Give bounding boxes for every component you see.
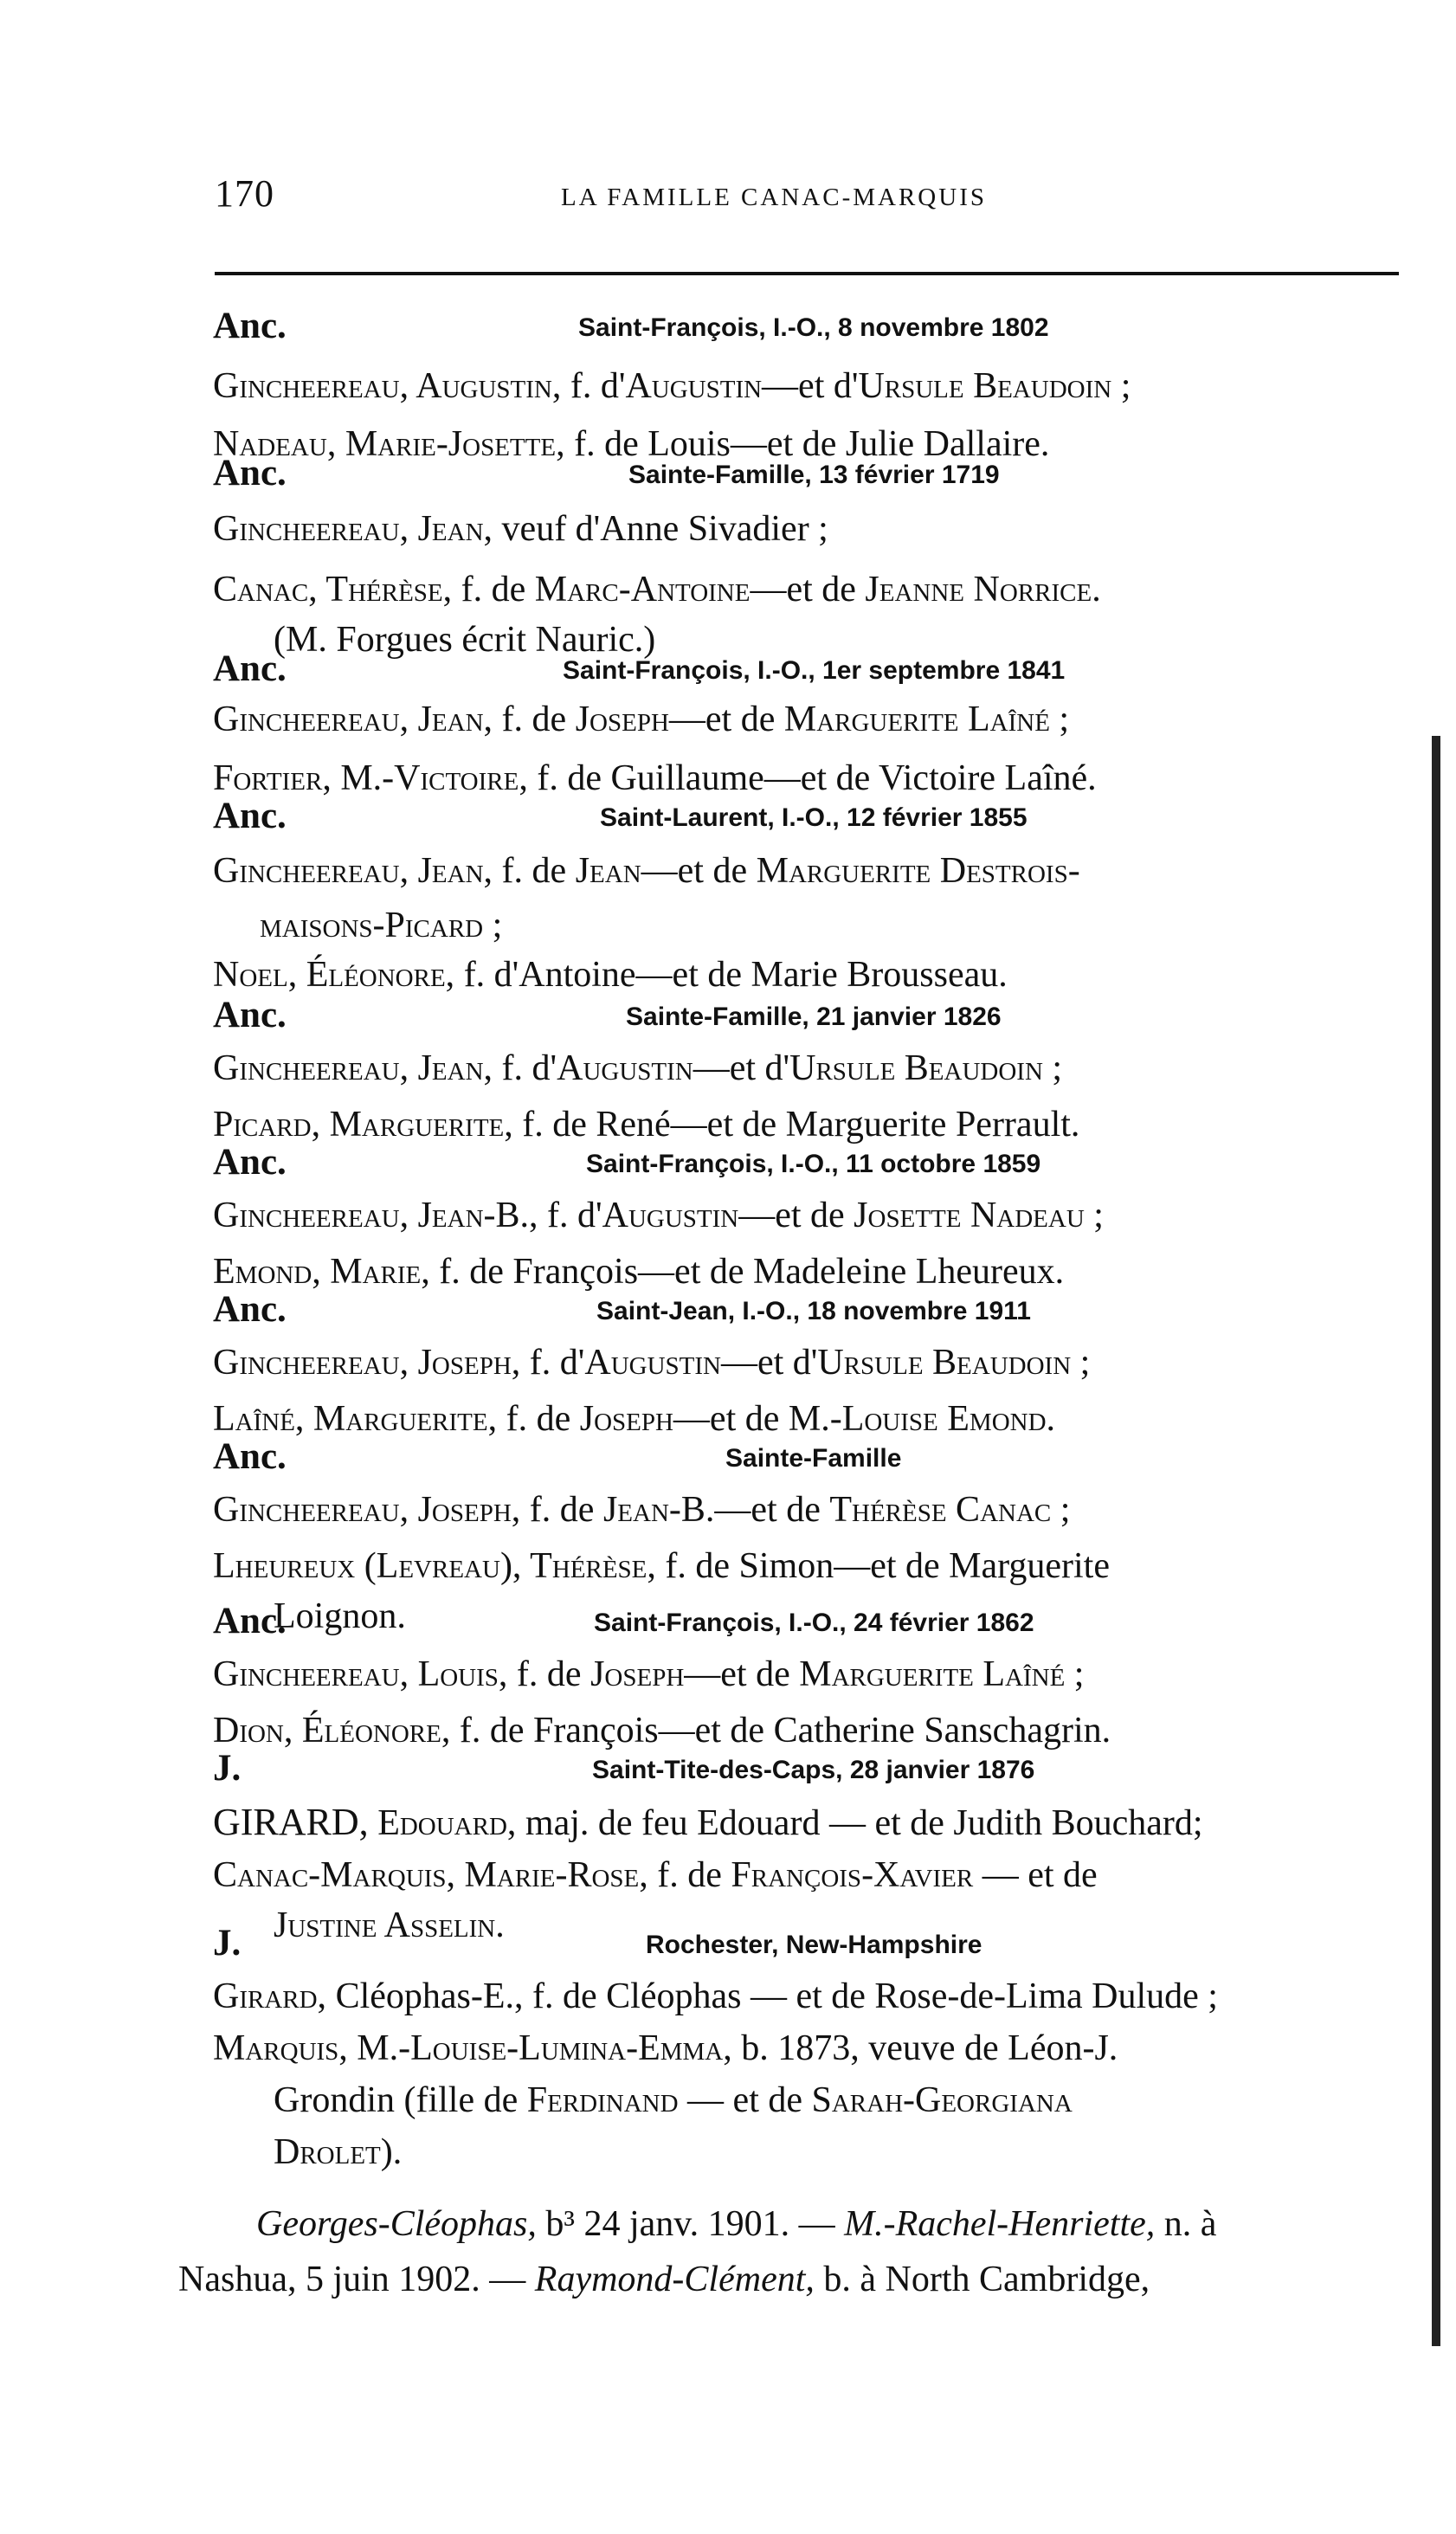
children-line (256, 2206, 1216, 2242)
entry-line (274, 1598, 406, 1635)
entry-place-date: Saint-Laurent, I.-O., 12 février 1855 (600, 803, 1028, 832)
entry-line-seg-0: Nadeau, Marie-Josette, (213, 424, 565, 464)
entry-line-seg-3: —et de (738, 1196, 854, 1235)
page-edge-shadow (1432, 736, 1440, 2346)
entry-line-seg-0: Laîné, Marguerite, (213, 1399, 498, 1439)
entry-line (213, 1254, 1064, 1290)
entry-place-date: Sainte-Famille, 13 février 1719 (628, 461, 1000, 489)
entry-line-seg-1: f. de (493, 851, 576, 891)
entry-line (213, 1712, 1111, 1749)
entry-line-seg-0: Justine Asselin. (274, 1905, 505, 1945)
entry-line-seg-2: maj. de feu Edouard — et de Judith Bouchard; (516, 1803, 1203, 1843)
entry-line-seg-3: —et d' (762, 366, 859, 406)
entry-line-seg-0: Canac-Marquis, Marie-Rose, (213, 1855, 648, 1895)
entry-line-seg-1: f. de René—et de Marguerite Perrault. (512, 1105, 1080, 1144)
entry-line-seg-1: f. de (452, 570, 535, 609)
entry-line-seg-0: Noel, Éléonore, (213, 955, 455, 995)
entry-line-seg-0: Girard, (213, 1976, 327, 2016)
entry-label: Anc. (213, 306, 287, 346)
page-header (215, 171, 1392, 223)
entry-label: Anc. (213, 995, 287, 1035)
entry-line (213, 1492, 1070, 1528)
entry-line-seg-2: Joseph (575, 700, 669, 739)
entry-line-seg-0: Gincheereau, Augustin, (213, 366, 562, 406)
entry-label: Anc. (213, 1142, 287, 1183)
entry-line-seg-4: Ursule Beaudoin (789, 1048, 1043, 1088)
entry-line-seg-3: —et de (668, 700, 784, 739)
entry-place-date: Saint-Tite-des-Caps, 28 janvier 1876 (592, 1756, 1035, 1784)
entry-line (213, 1197, 1104, 1234)
entry-line-seg-1: f. de (520, 1490, 603, 1530)
entry-line (213, 2030, 1118, 2067)
entry-line-seg-1: f. de Simon—et de Marguerite (655, 1546, 1110, 1586)
entry-line-seg-0: Fortier, M.-Victoire, (213, 758, 528, 798)
entry-line-seg-0: Drolet). (274, 2132, 403, 2172)
entry-line (260, 907, 502, 944)
children-line-seg-1: b³ 24 janv. 1901. — (536, 2204, 845, 2244)
entry-line-seg-1: f. d' (538, 1196, 602, 1235)
entry-line-seg-2: Marc-Antoine (534, 570, 751, 609)
entry-line-seg-5: ; (1084, 1196, 1104, 1235)
entry-line-seg-1: Ferdinand (526, 2080, 679, 2120)
header-rule (215, 272, 1399, 275)
entry-line-seg-1: f. de (493, 700, 576, 739)
entry-label: J. (213, 1923, 242, 1963)
entry-line-seg-0: Loignon. (274, 1596, 406, 1636)
entry-line-seg-5: ; (1049, 700, 1070, 739)
entry-line-seg-1: f. de (507, 1654, 591, 1694)
entry-line-seg-0: Lheureux (Levreau), Thérèse, (213, 1546, 656, 1586)
entry-line (213, 760, 1097, 796)
entry-line-seg-1: f. d'Antoine—et de Marie Brousseau. (454, 955, 1008, 995)
entry-line-seg-4: Josette Nadeau (854, 1196, 1085, 1235)
entry-line (213, 1803, 1203, 1841)
entry-line-seg-0: (M. Forgues écrit Nauric.) (274, 620, 656, 660)
entry-line-seg-5: ; (1111, 366, 1131, 406)
entry-line-seg-4: Marguerite Laîné (799, 1654, 1066, 1694)
entry-line-seg-2: Augustin (602, 1196, 739, 1235)
entry-line (213, 426, 1049, 462)
entry-line-seg-3: —et de (641, 851, 757, 891)
entry-line-seg-3: Sarah-Georgiana (811, 2080, 1073, 2120)
entry-line (213, 1401, 1055, 1437)
entry-line (213, 1106, 1079, 1143)
entry-line (274, 622, 655, 658)
entry-line-seg-2: François-Xavier (731, 1855, 974, 1895)
entry-place-date: Sainte-Famille, 21 janvier 1826 (626, 1003, 1002, 1031)
entry-line-seg-4: Ursule Beaudoin (817, 1343, 1072, 1383)
entry-line-seg-3: —et d' (693, 1048, 790, 1088)
entry-place-date: Saint-François, I.-O., 8 novembre 1802 (578, 313, 1049, 342)
entry-line-seg-0: Gincheereau, Jean, (213, 509, 493, 549)
entry-line-seg-4: Marguerite Laîné (783, 700, 1050, 739)
entry-line-seg-2: Joseph (590, 1654, 685, 1694)
entry-line (213, 957, 1008, 993)
entry-line-seg-2: Augustin (557, 1048, 693, 1088)
page-number: 170 (215, 172, 274, 215)
children-line-seg-3: n. à (1155, 2204, 1217, 2244)
entry-line-seg-4: M.-Louise Emond. (788, 1399, 1056, 1439)
entry-line-seg-3: —et de (750, 570, 866, 609)
entry-line (213, 571, 1101, 608)
entry-line-seg-3: —et de (673, 1399, 789, 1439)
entry-line-seg-1: f. d' (493, 1048, 557, 1088)
entry-line-seg-2: Jean (575, 851, 641, 891)
entry-line-seg-1: f. de Guillaume—et de Victoire Laîné. (527, 758, 1097, 798)
entry-line-seg-1: veuf d'Anne Sivadier ; (493, 509, 828, 549)
entry-line (213, 853, 1080, 889)
entry-line (213, 368, 1131, 404)
entry-line-seg-5: ; (1071, 1343, 1091, 1383)
entry-line-seg-2: Augustin (625, 366, 763, 406)
entry-place-date: Saint-François, I.-O., 11 octobre 1859 (586, 1150, 1041, 1178)
entry-line-seg-2: Augustin (584, 1343, 721, 1383)
entry-line-seg-3: —et de (714, 1490, 830, 1530)
entry-line-seg-0: Gincheereau, Jean, (213, 851, 493, 891)
running-title: LA FAMILLE CANAC-MARQUIS (561, 184, 987, 211)
entry-place-date: Saint-François, I.-O., 1er septembre 1841 (563, 656, 1066, 685)
entry-line-seg-0: Dion, Éléonore, (213, 1711, 451, 1751)
entry-line-seg-2: Joseph (579, 1399, 673, 1439)
entry-line-seg-4: Jeanne Norrice. (865, 570, 1101, 609)
entry-line-seg-0: Marquis, M.-Louise-Lumina-Emma, (213, 2028, 732, 2068)
entry-line-seg-4: Ursule Beaudoin (858, 366, 1112, 406)
entry-line-seg-1: f. d' (561, 366, 626, 406)
entry-line-seg-1: f. d' (520, 1343, 585, 1383)
entry-line (274, 2134, 402, 2170)
entry-label: Anc. (213, 1289, 287, 1330)
entry-line-seg-0: Picard, Marguerite, (213, 1105, 513, 1144)
entry-line (213, 1857, 1098, 1893)
entry-line-seg-1: f. de François—et de Catherine Sanschagrin. (450, 1711, 1111, 1751)
entry-line-seg-1: f. de (497, 1399, 580, 1439)
entry-line-seg-0: Gincheereau, Jean, (213, 1048, 493, 1088)
entry-line (274, 2082, 1073, 2118)
entry-line-seg-5: ; (1065, 1654, 1085, 1694)
entry-line-seg-3: —et d' (720, 1343, 818, 1383)
entry-line-seg-1: Edouard, (368, 1803, 517, 1843)
entry-line-seg-1: f. de Louis—et de Julie Dallaire. (564, 424, 1050, 464)
entry-place-date: Sainte-Famille (725, 1444, 902, 1473)
entry-line-seg-4: Marguerite Destrois- (756, 851, 1080, 891)
entry-line-seg-5: ; (1042, 1048, 1063, 1088)
entry-line-seg-4: Thérèse Canac (829, 1490, 1052, 1530)
entry-line (213, 1344, 1090, 1381)
entry-label: J. (213, 1748, 242, 1789)
entry-place-date: Rochester, New-Hampshire (646, 1931, 982, 1959)
children-line-seg-0: Nashua, 5 juin 1902. — (178, 2260, 535, 2299)
entry-line-seg-2: Jean-B. (602, 1490, 715, 1530)
entry-label: Anc. (213, 648, 287, 689)
entry-line-seg-3: —et de (684, 1654, 800, 1694)
entry-line-seg-1: f. de (647, 1855, 731, 1895)
entry-line-seg-0: GIRARD, (213, 1801, 369, 1843)
children-line-seg-2: M.-Rachel-Henriette, (844, 2204, 1156, 2244)
entry-line-seg-2: — et de (678, 2080, 812, 2120)
entry-line-seg-5: ; (1051, 1490, 1071, 1530)
children-line (178, 2261, 1150, 2298)
entry-line (213, 1548, 1110, 1584)
entry-line-seg-0: Gincheereau, Jean-B., (213, 1196, 538, 1235)
entry-line-seg-1: ; (483, 906, 503, 945)
entry-line-seg-1: f. de François—et de Madeleine Lheureux. (429, 1252, 1065, 1292)
entry-place-date: Saint-Jean, I.-O., 18 novembre 1911 (596, 1297, 1031, 1325)
entry-line (213, 1978, 1218, 2015)
entry-line-seg-0: Grondin (fille de (274, 2080, 527, 2120)
entry-label: Anc. (213, 1601, 287, 1641)
entry-label: Anc. (213, 796, 287, 836)
entry-line (213, 1050, 1062, 1086)
entry-line-seg-1: b. 1873, veuve de Léon-J. (731, 2028, 1118, 2068)
children-line-seg-2: b. à North Cambridge, (814, 2260, 1150, 2299)
entry-line-seg-0: Canac, Thérèse, (213, 570, 453, 609)
entry-line-seg-0: Gincheereau, Louis, (213, 1654, 508, 1694)
children-line-seg-0: Georges-Cléophas, (256, 2204, 537, 2244)
entry-line-seg-0: Gincheereau, Joseph, (213, 1343, 521, 1383)
entry-line (274, 1907, 505, 1944)
entry-line-seg-3: — et de (973, 1855, 1098, 1895)
entry-line-seg-1: Cléophas-E., f. de Cléophas — et de Rose-de-Lima Dulude ; (326, 1976, 1218, 2016)
entry-line-seg-0: maisons-Picard (260, 906, 484, 945)
entry-line-seg-0: Gincheereau, Jean, (213, 700, 493, 739)
entry-line (213, 701, 1069, 738)
children-line-seg-1: Raymond-Clément, (534, 2260, 815, 2299)
entry-line (213, 511, 828, 547)
entry-label: Anc. (213, 453, 287, 493)
entry-label: Anc. (213, 1436, 287, 1477)
entry-line-seg-0: Gincheereau, Joseph, (213, 1490, 521, 1530)
entry-place-date: Saint-François, I.-O., 24 février 1862 (594, 1609, 1034, 1637)
entry-line-seg-0: Emond, Marie, (213, 1252, 430, 1292)
entry-line (213, 1656, 1084, 1693)
